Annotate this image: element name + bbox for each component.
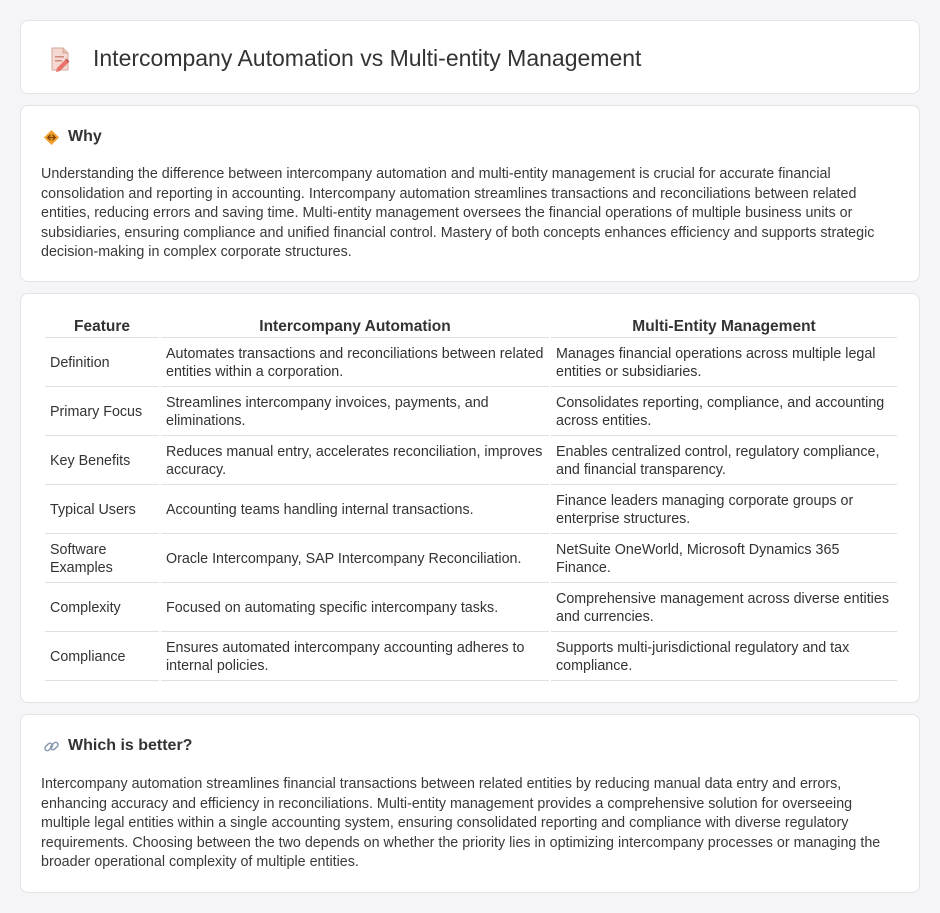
why-section — [20, 105, 920, 282]
intercompany-cell: Streamlines intercompany invoices, payments, and eliminations. — [161, 389, 549, 436]
table-row — [45, 438, 897, 485]
table-row — [45, 585, 897, 632]
feature-cell: Key Benefits — [45, 438, 159, 485]
document-pencil-icon — [47, 46, 73, 72]
multi-entity-cell: Finance leaders managing corporate groups or enterprise structures. — [551, 487, 897, 534]
page-title: Intercompany Automation vs Multi-entity Management — [93, 45, 642, 71]
multi-entity-cell: Comprehensive management across diverse entities and currencies. — [551, 585, 897, 632]
feature-cell: Primary Focus — [45, 389, 159, 436]
intercompany-cell: Oracle Intercompany, SAP Intercompany Reconciliation. — [161, 536, 549, 583]
intercompany-cell: Reduces manual entry, accelerates reconciliation, improves accuracy. — [161, 438, 549, 485]
header-card — [20, 20, 920, 94]
diamond-arrows-icon — [43, 129, 60, 146]
why-heading — [43, 128, 102, 146]
better-text: Intercompany automation streamlines financial transactions between related entities by reducing manual data entry and errors, enhancing accuracy and efficiency in reconciliations. Multi-entity management provides a comprehensive solution for overseeing multiple legal entities within a single accounting system, ensuring consolidated reporting and compliance with diverse regulatory requirements. Choosing between the two depends on whether the priority lies in optimizing intercompany processes or managing the broader operational complexity of multiple entities. — [41, 776, 881, 871]
multi-entity-cell: Supports multi-jurisdictional regulatory and tax compliance. — [551, 634, 897, 681]
table-row — [45, 634, 897, 681]
column-header-multi-entity-management: Multi-Entity Management — [551, 316, 897, 338]
feature-cell: Definition — [45, 340, 159, 387]
feature-cell: Complexity — [45, 585, 159, 632]
table-row — [45, 536, 897, 583]
link-icon — [43, 738, 60, 755]
multi-entity-cell: Consolidates reporting, compliance, and accounting across entities. — [551, 389, 897, 436]
why-title: Why — [68, 128, 102, 145]
comparison-table — [43, 314, 899, 683]
better-title: Which is better? — [68, 737, 193, 754]
intercompany-cell: Focused on automating specific intercompany tasks. — [161, 585, 549, 632]
feature-cell: Software Examples — [45, 536, 159, 583]
title-row — [47, 45, 641, 72]
table-row — [45, 487, 897, 534]
table-row — [45, 340, 897, 387]
comparison-section — [20, 293, 920, 703]
which-is-better-section — [20, 714, 920, 893]
better-heading — [43, 737, 192, 755]
multi-entity-cell: Manages financial operations across multiple legal entities or subsidiaries. — [551, 340, 897, 387]
column-header-intercompany-automation: Intercompany Automation — [161, 316, 549, 338]
multi-entity-cell: Enables centralized control, regulatory compliance, and financial transparency. — [551, 438, 897, 485]
multi-entity-cell: NetSuite OneWorld, Microsoft Dynamics 365 Finance. — [551, 536, 897, 583]
intercompany-cell: Ensures automated intercompany accounting adheres to internal policies. — [161, 634, 549, 681]
intercompany-cell: Accounting teams handling internal transactions. — [161, 487, 549, 534]
why-text: Understanding the difference between intercompany automation and multi-entity management is crucial for accurate financial consolidation and reporting in accounting. Intercompany automation streamlines transactions and reconciliations between related entities, reducing errors and saving time. Multi-entity management oversees the financial operations of multiple business units or subsidiaries, ensuring compliance and unified financial control. Mastery of both concepts enhances efficiency and supports strategic decision-making in complex corporate structures. — [41, 166, 875, 261]
table-row — [45, 389, 897, 436]
intercompany-cell: Automates transactions and reconciliations between related entities within a corporation. — [161, 340, 549, 387]
feature-cell: Compliance — [45, 634, 159, 681]
column-header-feature: Feature — [45, 316, 159, 338]
table-header-row — [45, 316, 897, 338]
feature-cell: Typical Users — [45, 487, 159, 534]
